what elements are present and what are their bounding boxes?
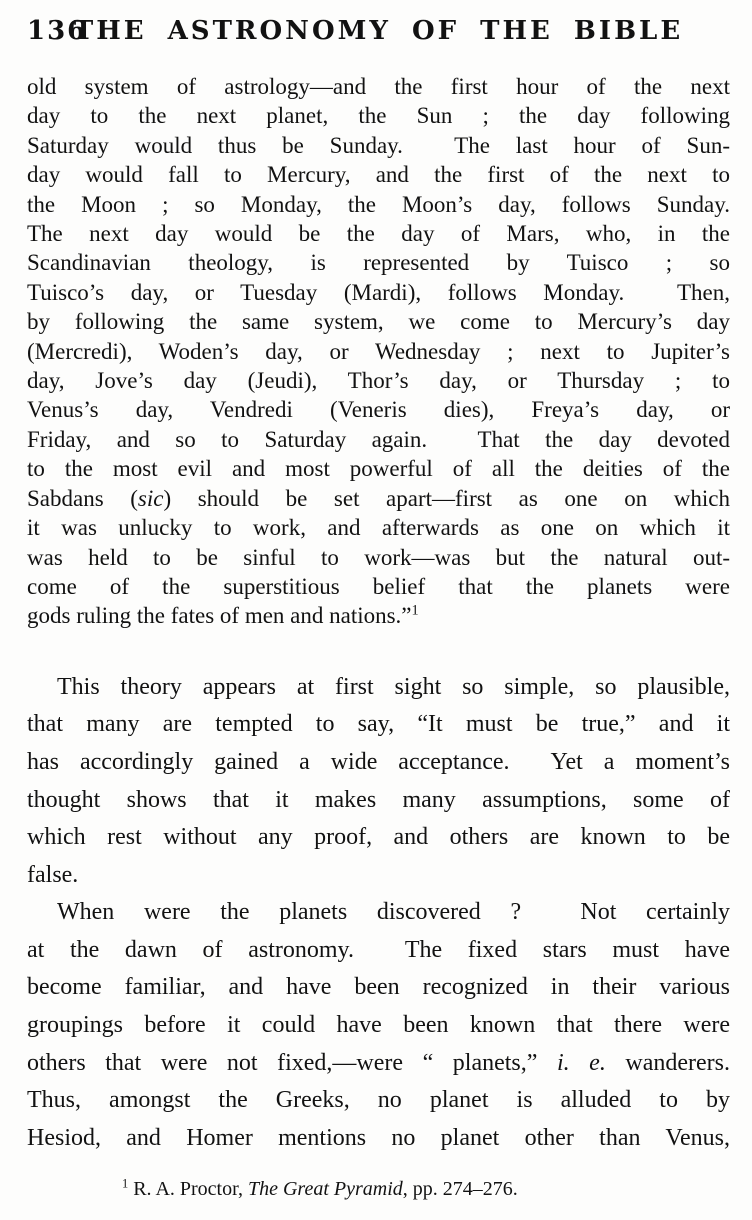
text-line: the Moon ; so Monday, the Moon’s day, follows Sunday. bbox=[27, 191, 730, 217]
text-line: become familiar, and have been recognized in their various bbox=[27, 974, 730, 1001]
text-line: Thus, amongst the Greeks, no planet is alluded to by bbox=[27, 1087, 730, 1114]
paragraph-3 bbox=[27, 894, 730, 1157]
footnote-area bbox=[27, 1175, 730, 1203]
text-line: by following the same system, we come to Mercury’s day bbox=[27, 309, 730, 335]
text-line: which rest without any proof, and others are known to be bbox=[27, 824, 730, 851]
running-title: THE ASTRONOMY OF THE BIBLE bbox=[73, 16, 684, 46]
paragraph-1 bbox=[27, 72, 730, 631]
text-line: to the most evil and most powerful of all the deities of the bbox=[27, 456, 730, 482]
text-line: Sabdans (sic) should be set apart—first as one on which bbox=[27, 485, 730, 511]
text-line: gods ruling the fates of men and nations.”$^1$ bbox=[27, 602, 419, 629]
text-line: that many are tempted to say, “It must be true,” and it bbox=[27, 711, 730, 738]
text-line: others that were not fixed,—were “ planets,” i. e. wanderers. bbox=[27, 1049, 730, 1076]
running-head bbox=[27, 14, 730, 48]
text-line: day, Jove’s day (Jeudi), Thor’s day, or Thursday ; to bbox=[27, 368, 730, 394]
footnote bbox=[27, 1175, 730, 1203]
text-line: at the dawn of astronomy. The fixed stars must have bbox=[27, 936, 730, 963]
text-line: Venus’s day, Vendredi (Veneris dies), Freya’s day, or bbox=[27, 397, 730, 423]
text-line: day to the next planet, the Sun ; the day following bbox=[27, 103, 730, 129]
text-line: (Mercredi), Woden’s day, or Wednesday ; next to Jupiter’s bbox=[27, 338, 730, 364]
text-line: was held to be sinful to work—was but the natural out- bbox=[27, 544, 730, 570]
footnote-text: R. A. Proctor, The Great Pyramid, pp. 274–276. bbox=[133, 1178, 518, 1201]
text-line: This theory appears at first sight so simple, so plausible, bbox=[57, 673, 730, 700]
text-line: Saturday would thus be Sunday. The last hour of Sun- bbox=[27, 132, 730, 158]
body-text bbox=[27, 72, 730, 1157]
text-line: The next day would be the day of Mars, who, in the bbox=[27, 221, 730, 247]
text-line: has accordingly gained a wide acceptance. Yet a moment’s bbox=[27, 748, 730, 775]
text-line: Friday, and so to Saturday again. That the day devoted bbox=[27, 426, 730, 452]
text-line: day would fall to Mercury, and the first of the next to bbox=[27, 162, 730, 188]
text-line: thought shows that it makes many assumptions, some of bbox=[27, 786, 730, 813]
text-line: When were the planets discovered ? Not certainly bbox=[57, 899, 730, 926]
page-number: 136 bbox=[27, 16, 88, 46]
paragraph-2 bbox=[27, 669, 730, 895]
text-line: Hesiod, and Homer mentions no planet other than Venus, bbox=[27, 1124, 730, 1151]
footnote-marker: 1 bbox=[122, 1176, 129, 1191]
text-line: it was unlucky to work, and afterwards as one on which it bbox=[27, 515, 730, 541]
text-line: groupings before it could have been known that there were bbox=[27, 1012, 730, 1039]
text-line: old system of astrology—and the first hour of the next bbox=[27, 74, 730, 99]
text-line: Tuisco’s day, or Tuesday (Mardi), follows Monday. Then, bbox=[27, 279, 730, 305]
text-line: Scandinavian theology, is represented by Tuisco ; so bbox=[27, 250, 730, 276]
text-line: come of the superstitious belief that the planets were bbox=[27, 573, 730, 599]
text-line: false. bbox=[27, 861, 79, 888]
